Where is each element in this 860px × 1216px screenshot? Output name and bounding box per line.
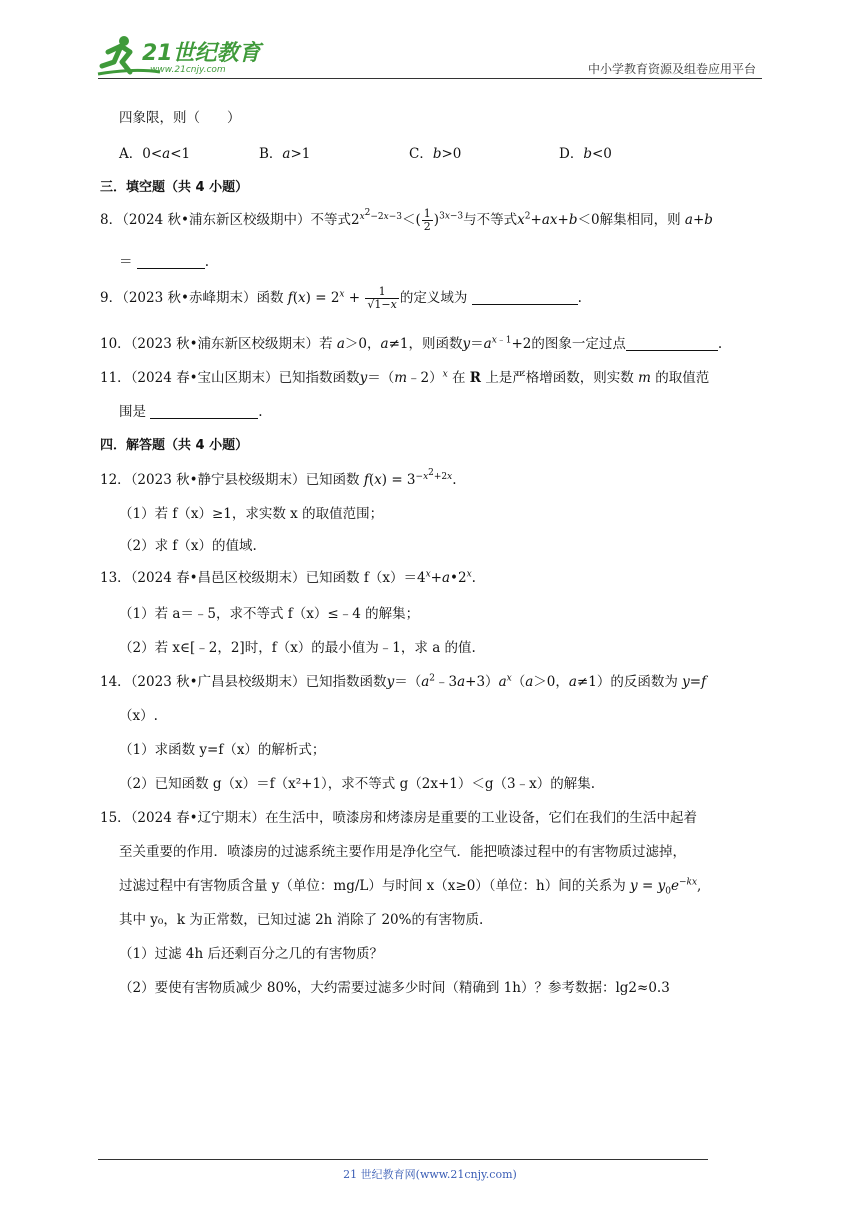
question-8: 8．（2024 秋•浦东新区校级期中）不等式$2^{x^2-2x-3}<$( $\frac{1}{2}$ )$^{3x-3}$与不等式$x^2+ax+b<0$解集相同，则 a+b xyxy=(100,207,713,233)
question-14: 14．（2023 秋•广昌县校级期末）已知指数函数$y=(a^2﹣3a+3)a^x(a>0$，a≠1）的反函数为 y=f xyxy=(100,673,707,690)
question-13-part-2: （2）若 x∈[﹣2，2]时，f（x）的最小值为﹣1，求 a 的值. xyxy=(119,640,476,656)
option-a[interactable]: A．0<a<1 xyxy=(119,146,191,162)
section-title-fill-in: 三．填空题（共 4 小题） xyxy=(100,180,249,195)
site-logo[interactable] xyxy=(94,32,264,78)
question-14-part-2: （2）已知函数 g（x）＝f（x²+1），求不等式 g（2x+1）＜g（3﹣x）的解集. xyxy=(119,776,595,792)
option-b[interactable]: B．a>1 xyxy=(259,146,311,162)
question-12: 12．（2023 秋•静宁县校级期末）已知函数 $f(x) = 3^{-x^2+2x}$. xyxy=(100,467,457,488)
question-15-part-1: （1）过滤 4h 后还剩百分之几的有害物质？ xyxy=(119,946,383,962)
question-15-line-4: 其中 y₀，k 为正常数，已知过滤 2h 消除了 20%的有害物质. xyxy=(119,912,484,928)
logo-text: 21世纪教育 xyxy=(142,41,261,66)
answer-blank[interactable] xyxy=(150,404,258,419)
question-11: 11．（2024 春•宝山区期末）已知指数函数y＝（m﹣2）$^x$ 在 R 上是严格增函数，则实数 m 的取值范 xyxy=(100,369,710,386)
question-15-part-2: （2）要使有害物质减少 80%，大约需要过滤多少时间（精确到 1h）？参考数据：lg2≈0.3 xyxy=(119,980,670,996)
logo-url: www.21cnjy.com xyxy=(150,65,226,75)
question-12-part-2: （2）求 f（x）的值域. xyxy=(119,538,257,554)
footer-divider xyxy=(98,1159,708,1160)
question-number: 8． xyxy=(100,212,123,228)
question-13-part-1: （1）若 a＝﹣5，求不等式 f（x）≤﹣4 的解集； xyxy=(119,606,420,622)
question-15: 15．（2024 春•辽宁期末）在生活中，喷漆房和烤漆房是重要的工业设备，它们在我们的生活中起着 xyxy=(100,810,698,826)
answer-blank[interactable] xyxy=(472,290,578,305)
answer-blank[interactable] xyxy=(137,254,205,269)
q7-tail-text: 四象限，则（ ） xyxy=(119,110,241,126)
header-divider xyxy=(98,78,762,79)
question-13: 13．（2024 春•昌邑区校级期末）已知函数 $f(x)=4^x+a•2^x$. xyxy=(100,569,476,586)
footer-link[interactable]: 21 世纪教育网(www.21cnjy.com) xyxy=(343,1168,517,1181)
runner-logo-icon xyxy=(94,32,264,78)
question-15-line-3: 过滤过程中有害物质含量 y（单位：mg/L）与时间 x（x≥0）（单位：h）间的关系为 $y = y_0e^{-kx}$, xyxy=(119,877,702,897)
question-10: 10．（2023 秋•浦东新区校级期末）若 a＞0，a≠1，则函数$y=a^{x﹣1}+2$的图象一定过点 . xyxy=(100,335,723,352)
page-header xyxy=(0,0,860,82)
question-14-part-1: （1）求函数 y=f（x）的解析式； xyxy=(119,742,326,758)
question-9: 9．（2023 秋•赤峰期末）函数 $f(x) = 2^x$ + $\frac{1}{√1-x}$ 的定义域为 . xyxy=(100,285,582,311)
question-11-answer: 围是 . xyxy=(119,404,263,420)
answer-blank[interactable] xyxy=(626,336,718,351)
option-d[interactable]: D．b<0 xyxy=(559,146,612,162)
question-15-line-2: 至关重要的作用．喷漆房的过滤系统主要作用是净化空气．能把喷漆过程中的有害物质过滤掉， xyxy=(119,844,686,860)
question-8-answer: ＝ . xyxy=(119,254,210,270)
question-14-cont: （x）. xyxy=(119,708,158,724)
question-source: （2024 秋•浦东新区校级期中） xyxy=(122,212,311,228)
question-12-part-1: （1）若 f（x）≥1，求实数 x 的取值范围； xyxy=(119,506,384,522)
option-c[interactable]: C．b>0 xyxy=(409,146,462,162)
platform-name: 中小学教育资源及组卷应用平台 xyxy=(587,62,756,76)
q7-options xyxy=(119,142,612,162)
section-title-answer: 四．解答题（共 4 小题） xyxy=(100,438,249,453)
